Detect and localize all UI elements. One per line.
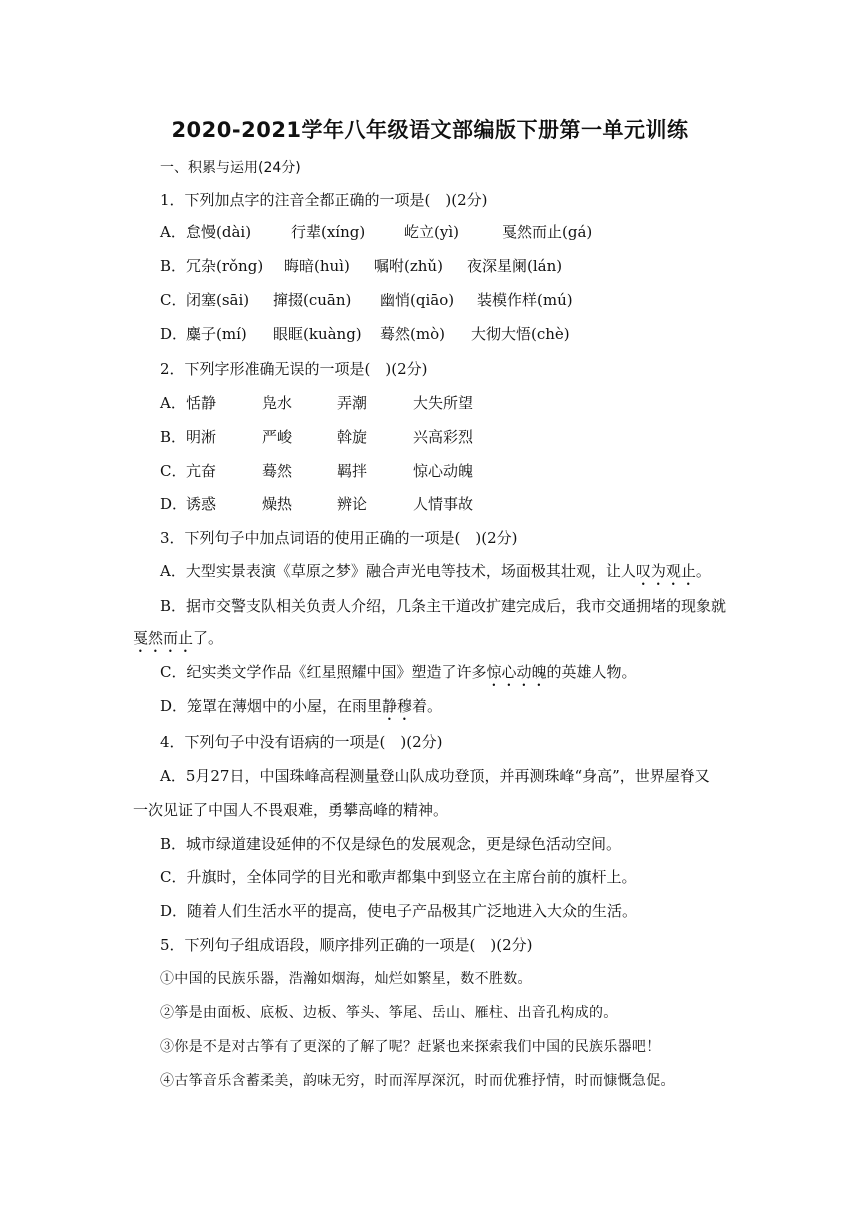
question-1-stem: 1．下列加点字的注音全都正确的一项是( )(2分): [160, 191, 488, 209]
option-item: 闭塞(sāi): [186, 291, 250, 309]
question-1-option-b: B． 冗杂(rǒng) 晦暗(huì) 嘱咐(zhǔ) 夜深星阑(lán): [160, 257, 563, 275]
option-item: 麋子(mí): [186, 325, 247, 343]
question-2-option-b: B． 明淅 严峻 斡旋 兴高彩烈: [160, 428, 474, 446]
emphasized-word: 戛然而止: [133, 629, 194, 647]
option-item: 晦暗(huì): [284, 257, 350, 275]
option-item: 惊心动魄: [413, 462, 474, 480]
question-3-option-d: D．笼罩在薄烟中的小屋，在雨里静穆着。: [160, 697, 443, 715]
question-4-option-a-line1: A．5月27日，中国珠峰高程测量登山队成功登顶，并再测珠峰“身高”，世界屋脊又: [160, 767, 710, 785]
emphasized-word: 叹为观止: [635, 562, 696, 580]
option-item: 恬静: [186, 394, 217, 412]
option-item: 眼眶(kuàng): [273, 325, 362, 343]
question-3-option-b-line2: 戛然而止了。: [133, 629, 224, 647]
question-5-sentence-3: ③你是不是对古筝有了更深的了解了呢？赶紧也来探索我们中国的民族乐器吧！: [160, 1039, 661, 1055]
option-item: 亢奋: [186, 462, 217, 480]
option-item: 怠慢(dài): [186, 223, 252, 241]
option-item: 凫水: [262, 394, 293, 412]
option-item: 燥热: [262, 495, 293, 513]
question-3-option-b-line1: B．据市交警支队相关负责人介绍，几条主干道改扩建完成后，我市交通拥堵的现象就: [160, 597, 727, 615]
option-item: 装模作样(mú): [477, 291, 573, 309]
option-item: 嘱咐(zhǔ): [374, 257, 443, 275]
question-4-stem: 4．下列句子中没有语病的一项是( )(2分): [160, 733, 443, 751]
option-item: 戛然而止(gá): [502, 223, 593, 241]
question-3-stem: 3．下列句子中加点词语的使用正确的一项是( )(2分): [160, 529, 518, 547]
option-item: 弄潮: [337, 394, 368, 412]
question-5-sentence-1: ①中国的民族乐器，浩瀚如烟海，灿烂如繁星，数不胜数。: [160, 971, 532, 987]
question-2-option-a: A． 恬静 凫水 弄潮 大失所望: [160, 394, 474, 412]
option-item: 蓦然: [262, 462, 293, 480]
question-3-option-c: C．纪实类文学作品《红星照耀中国》塑造了许多惊心动魄的英雄人物。: [160, 663, 637, 681]
question-1-option-a: A． 怠慢(dài) 行辈(xíng) 屹立(yì) 戛然而止(gá): [160, 223, 593, 241]
question-2-stem: 2．下列字形准确无误的一项是( )(2分): [160, 360, 428, 378]
question-5-stem: 5．下列句子组成语段，顺序排列正确的一项是( )(2分): [160, 936, 533, 954]
question-1-option-c: C． 闭塞(sāi) 撺掇(cuān) 幽悄(qiāo) 装模作样(mú): [160, 291, 573, 309]
option-item: 屹立(yì): [404, 223, 459, 241]
option-item: 严峻: [262, 428, 293, 446]
option-item: 斡旋: [337, 428, 368, 446]
option-item: 大失所望: [413, 394, 474, 412]
option-item: 夜深星阑(lán): [467, 257, 563, 275]
question-2-option-c: C． 亢奋 蓦然 羁拌 惊心动魄: [160, 462, 474, 480]
option-item: 幽悄(qiāo): [380, 291, 455, 309]
question-4-option-c: C．升旗时，全体同学的目光和歌声都集中到竖立在主席台前的旗杆上。: [160, 868, 637, 886]
question-2-option-d: D． 诱惑 燥热 辨论 人情事故: [160, 495, 474, 513]
question-4-option-b: B．城市绿道建设延伸的不仅是绿色的发展观念，更是绿色活动空间。: [160, 835, 622, 853]
option-item: 行辈(xíng): [291, 223, 366, 241]
option-item: 撺掇(cuān): [273, 291, 352, 309]
page-title: 2020-2021学年八年级语文部编版下册第一单元训练: [171, 118, 689, 142]
option-item: 诱惑: [186, 495, 217, 513]
option-item: 人情事故: [413, 495, 474, 513]
section-heading: 一、积累与运用(24分): [160, 160, 301, 176]
question-4-option-a-line2: 一次见证了中国人不畏艰难，勇攀高峰的精神。: [133, 801, 449, 819]
option-item: 辨论: [337, 495, 368, 513]
question-5-sentence-2: ②筝是由面板、底板、边板、筝头、筝尾、岳山、雁柱、出音孔构成的。: [160, 1005, 618, 1021]
question-5-sentence-4: ④古筝音乐含蓄柔美，韵味无穷，时而浑厚深沉，时而优雅抒情，时而慷慨急促。: [160, 1073, 675, 1089]
question-1-option-d: D． 麋子(mí) 眼眶(kuàng) 蓦然(mò) 大彻大悟(chè): [160, 325, 570, 343]
option-item: 大彻大悟(chè): [471, 325, 570, 343]
question-4-option-d: D．随着人们生活水平的提高，使电子产品极其广泛地进入大众的生活。: [160, 902, 638, 920]
option-item: 兴高彩烈: [413, 428, 474, 446]
option-item: 羁拌: [337, 462, 368, 480]
emphasized-word: 静穆: [382, 697, 413, 715]
emphasized-word: 惊心动魄: [486, 663, 547, 681]
option-item: 冗杂(rǒng): [186, 257, 264, 275]
option-item: 明淅: [186, 428, 217, 446]
option-item: 蓦然(mò): [380, 325, 445, 343]
question-3-option-a: A．大型实景表演《草原之梦》融合声光电等技术，场面极其壮观，让人叹为观止。: [160, 562, 711, 580]
